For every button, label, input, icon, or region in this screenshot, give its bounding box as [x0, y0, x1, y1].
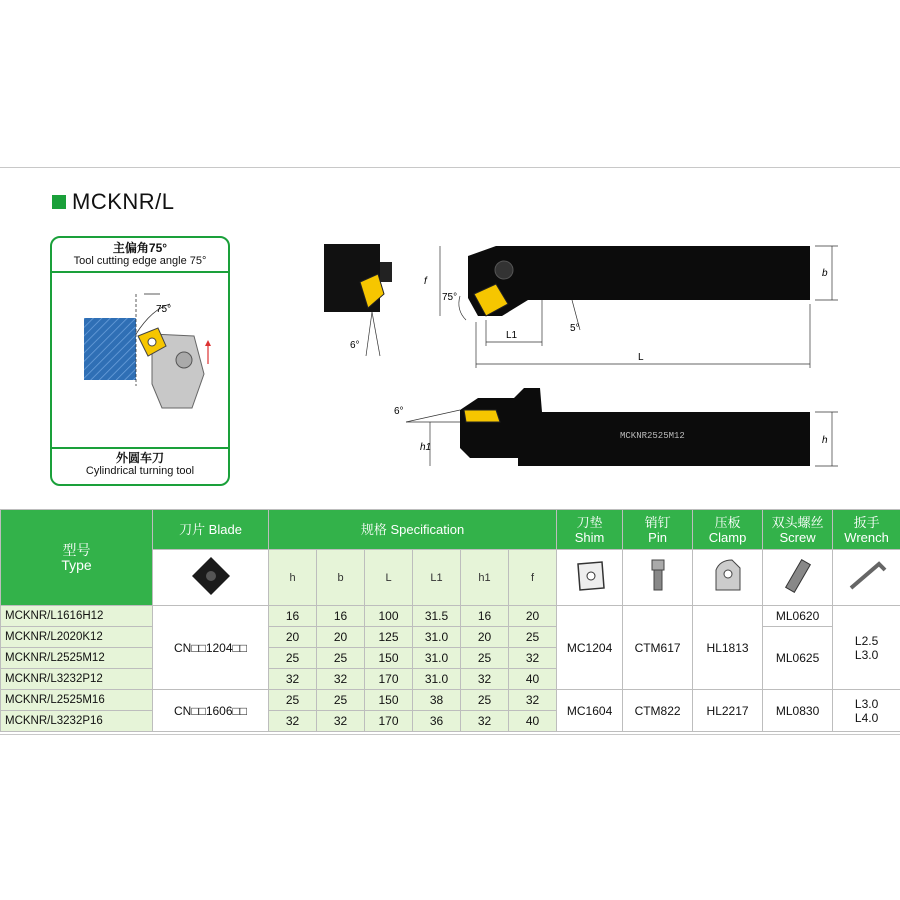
table-cell: 100 — [365, 606, 413, 627]
table-cell: 32 — [509, 690, 557, 711]
spec-header: 规格 Specification — [269, 510, 557, 550]
pin-12-cell: CTM617 — [623, 606, 693, 690]
table-cell: 32 — [461, 669, 509, 690]
spec-col-h1: h1 — [461, 550, 509, 606]
table-cell: 31.0 — [413, 627, 461, 648]
tool-holder-drawing — [310, 238, 870, 488]
wrench-16-cell: L3.0 L4.0 — [833, 690, 900, 732]
table-cell: 25 — [269, 648, 317, 669]
table-cell: 16 — [461, 606, 509, 627]
wrench-image-cell — [833, 550, 900, 606]
screw-a-cell: ML0620 — [763, 606, 833, 627]
h1-label: h1 — [420, 442, 432, 453]
table-row — [1, 690, 900, 711]
feed-arrow-icon — [205, 340, 211, 346]
L-label: L — [638, 352, 644, 363]
table-cell: 20 — [461, 627, 509, 648]
pin-16-cell: CTM822 — [623, 690, 693, 732]
wrench-icon — [845, 556, 889, 596]
table-cell: 150 — [365, 690, 413, 711]
clamp-image-cell — [693, 550, 763, 606]
screw-image-cell — [763, 550, 833, 606]
table-cell: 32 — [269, 711, 317, 732]
L1-label: L1 — [506, 330, 518, 341]
shim-16-cell: MC1604 — [557, 690, 623, 732]
table-cell: MCKNR/L2020K12 — [1, 627, 153, 648]
side-view-body — [460, 388, 810, 466]
table-cell: 170 — [365, 669, 413, 690]
blade-16-cell: CN□□1606□□ — [153, 690, 269, 732]
table-cell: 25 — [461, 648, 509, 669]
angle-6-front-label: 6° — [394, 406, 404, 417]
table-cell: 31.0 — [413, 648, 461, 669]
engraving-text: MCKNR2525M12 — [620, 431, 685, 441]
spec-col-L: L — [365, 550, 413, 606]
angle-caption-cn: 外圆车刀 — [115, 451, 164, 465]
clamp-12-cell: HL1813 — [693, 606, 763, 690]
side-view-insert — [464, 410, 500, 422]
screw-b-cell: ML0625 — [763, 627, 833, 690]
angle-caption-en: Cylindrical turning tool — [85, 465, 195, 477]
clamp-16-cell: HL2217 — [693, 690, 763, 732]
blade-image-cell — [153, 550, 269, 606]
wrench-12-cell: L2.5 L3.0 — [833, 606, 900, 690]
workpiece-shape — [84, 318, 136, 380]
table-cell: 20 — [269, 627, 317, 648]
specification-table — [0, 509, 900, 732]
insert-blade-icon — [189, 554, 233, 598]
f-label: f — [424, 276, 427, 287]
clamp-icon — [710, 556, 746, 596]
shim-icon — [572, 558, 608, 594]
product-title — [52, 189, 175, 215]
table-cell: MCKNR/L2525M12 — [1, 648, 153, 669]
table-cell: 32 — [317, 711, 365, 732]
turning-diagram — [52, 274, 228, 444]
type-header: 型号 Type — [1, 510, 153, 606]
clamp-header: 压板 Clamp — [693, 510, 763, 550]
spec-col-h: h — [269, 550, 317, 606]
table-cell: MCKNR/L3232P16 — [1, 711, 153, 732]
spec-col-f: f — [509, 550, 557, 606]
table-cell: 25 — [269, 690, 317, 711]
table-cell: 40 — [509, 669, 557, 690]
table-cell: 31.5 — [413, 606, 461, 627]
angle-75-drawing-label: 75° — [442, 292, 458, 303]
table-row — [1, 606, 900, 627]
table-cell: 32 — [461, 711, 509, 732]
table-cell: 125 — [365, 627, 413, 648]
pin-icon — [640, 556, 676, 596]
green-square-icon — [52, 195, 66, 209]
pin-image-cell — [623, 550, 693, 606]
table-cell: 40 — [509, 711, 557, 732]
product-title-text: MCKNR/L — [72, 189, 175, 214]
spec-col-L1: L1 — [413, 550, 461, 606]
shim-image-cell — [557, 550, 623, 606]
table-cell: 16 — [269, 606, 317, 627]
pin-header: 销钉 Pin — [623, 510, 693, 550]
table-row — [1, 627, 900, 648]
table-cell: 38 — [413, 690, 461, 711]
angle-75-label: 75° — [156, 304, 172, 315]
table-cell: 16 — [317, 606, 365, 627]
spec-col-b: b — [317, 550, 365, 606]
table-cell: 25 — [461, 690, 509, 711]
h-label: h — [822, 435, 828, 446]
cutting-angle-box — [50, 236, 230, 486]
table-cell: 20 — [317, 627, 365, 648]
angle-box-divider-bottom — [52, 447, 228, 449]
table-cell: 32 — [269, 669, 317, 690]
table-cell: 31.0 — [413, 669, 461, 690]
angle-6-side-label: 6° — [350, 340, 360, 351]
angle-title-cn: 主偏角75° — [112, 241, 168, 255]
table-cell: MCKNR/L1616H12 — [1, 606, 153, 627]
table-cell: 25 — [317, 648, 365, 669]
table-cell: 36 — [413, 711, 461, 732]
blade-header: 刀片 Blade — [153, 510, 269, 550]
table-cell: 32 — [317, 669, 365, 690]
table-cell: 150 — [365, 648, 413, 669]
table-cell: 32 — [509, 648, 557, 669]
screw-16-cell: ML0830 — [763, 690, 833, 732]
angle-title-en: Tool cutting edge angle 75° — [73, 255, 207, 267]
table-cell: MCKNR/L3232P12 — [1, 669, 153, 690]
angle-box-divider-top — [52, 271, 228, 273]
blade-12-cell: CN□□1204□□ — [153, 606, 269, 690]
table-cell: 25 — [317, 690, 365, 711]
table-cell: MCKNR/L2525M16 — [1, 690, 153, 711]
b-label: b — [822, 268, 828, 279]
shim-12-cell: MC1204 — [557, 606, 623, 690]
shim-header: 刀垫 Shim — [557, 510, 623, 550]
table-cell: 170 — [365, 711, 413, 732]
wrench-header: 扳手 Wrench — [833, 510, 900, 550]
screw-header: 双头螺丝 Screw — [763, 510, 833, 550]
top-view-body — [468, 246, 810, 316]
table-cell: 20 — [509, 606, 557, 627]
screw-icon — [780, 556, 816, 596]
angle-5-label: 5° — [570, 323, 580, 334]
table-cell: 25 — [509, 627, 557, 648]
